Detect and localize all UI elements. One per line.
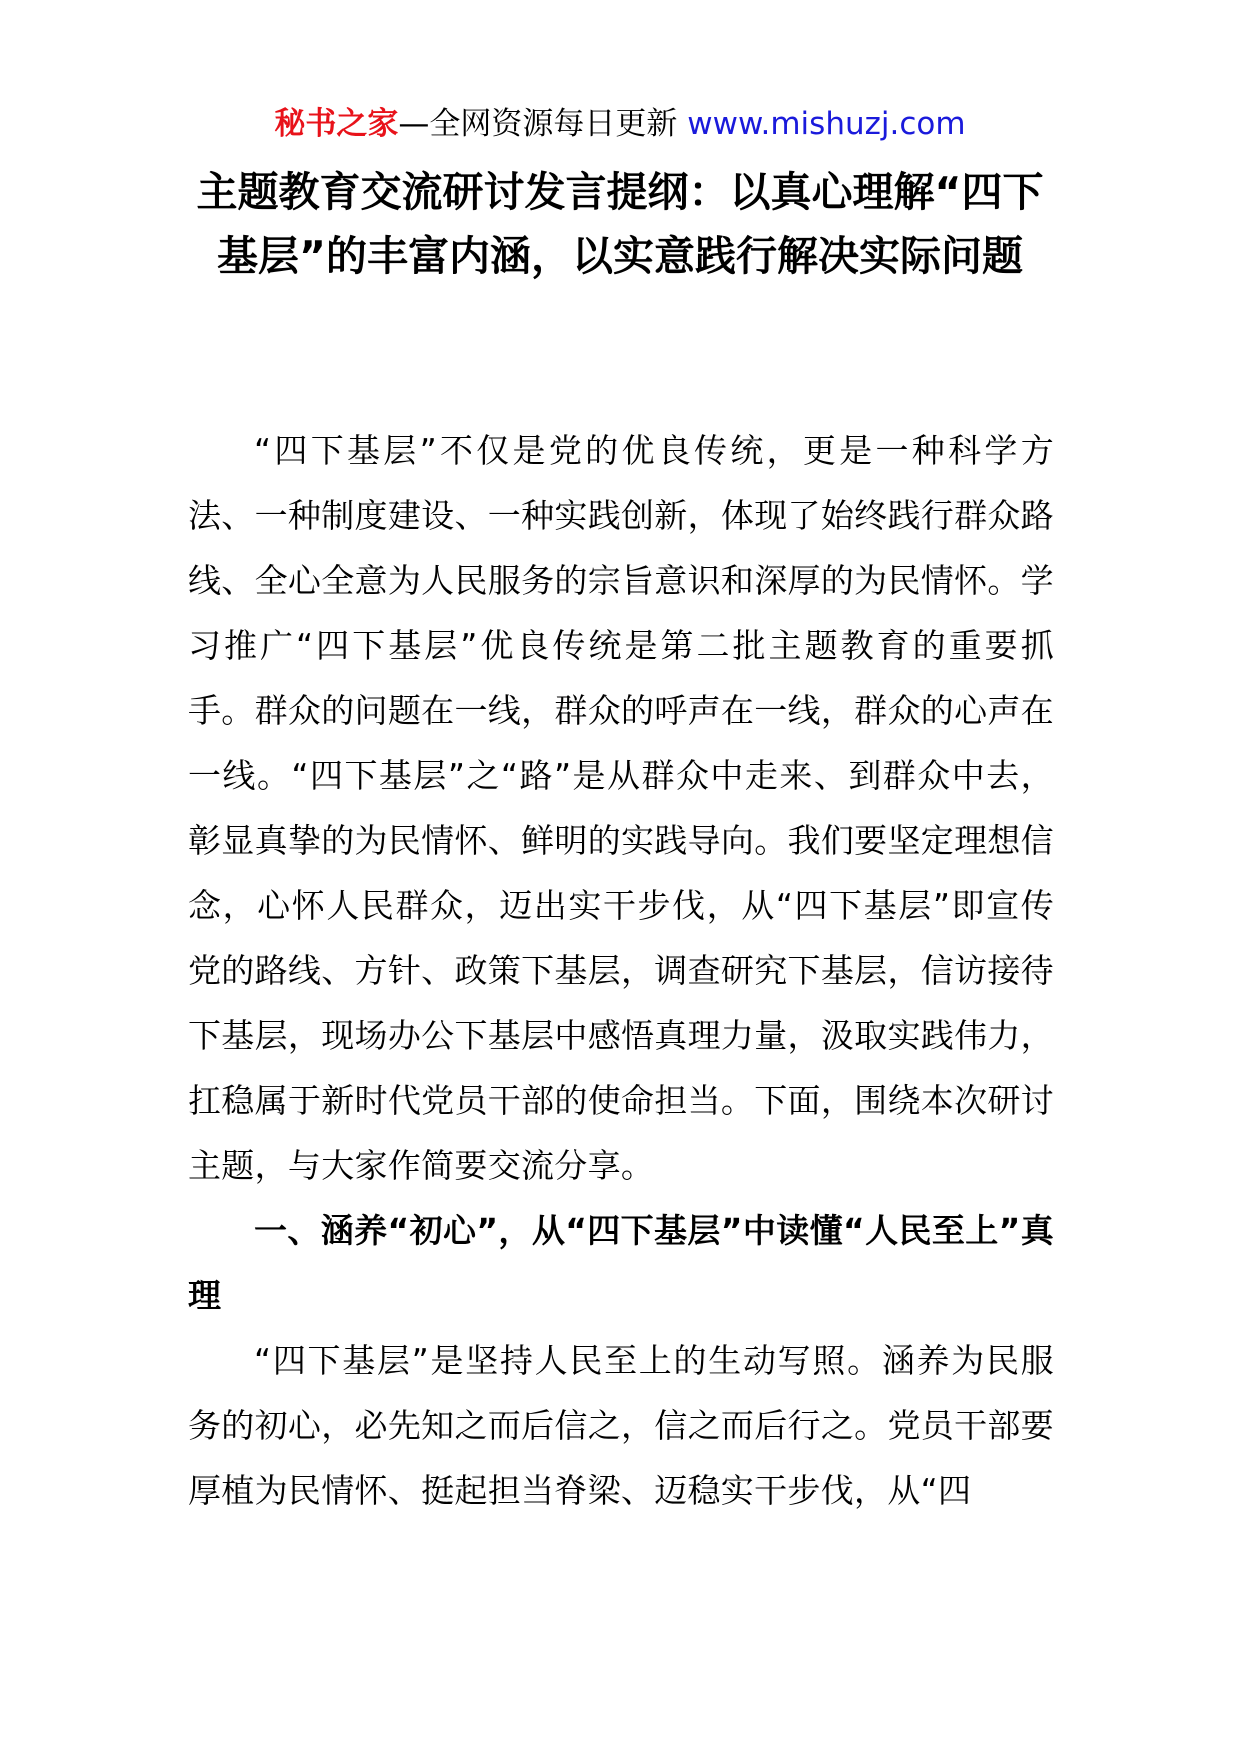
paragraph-section-1: “四下基层”是坚持人民至上的生动写照。涵养为民服务的初心，必先知之而后信之，信之而后行之。党员干部要厚植为民情怀、挺起担当脊梁、迈稳实干步伐，从“四 bbox=[188, 1341, 1054, 1510]
paragraph-intro: “四下基层”不仅是党的优良传统，更是一种科学方法、一种制度建设、一种实践创新，体现了始终践行群众路线、全心全意为人民服务的宗旨意识和深厚的为民情怀。学习推广“四下基层”优良传统是第二批主题教育的重要抓手。群众的问题在一线，群众的呼声在一线，群众的心声在一线。“四下基层”之“路”是从群众中走来、到群众中去，彰显真挚的为民情怀、鲜明的实践导向。我们要坚定理想信念，心怀人民群众，迈出实干步伐，从“四下基层”即宣传党的路线、方针、政策下基层，调查研究下基层，信访接待下基层，现场办公下基层中感悟真理力量，汲取实践伟力，扛稳属于新时代党员干部的使命担当。下面，围绕本次研讨主题，与大家作简要交流分享。 bbox=[188, 431, 1054, 1185]
document-body bbox=[188, 418, 1054, 1523]
watermark-header bbox=[0, 102, 1240, 146]
watermark-url: www.mishuzj.com bbox=[687, 106, 966, 142]
watermark-tagline: —全网资源每日更新 bbox=[398, 106, 688, 142]
watermark-brand: 秘书之家 bbox=[274, 106, 399, 142]
document-title: 主题教育交流研讨发言提纲：以真心理解“四下基层”的丰富内涵，以实意践行解决实际问题 bbox=[196, 168, 1044, 280]
section-heading-1: 一、涵养“初心”，从“四下基层”中读懂“人民至上”真理 bbox=[188, 1211, 1054, 1315]
